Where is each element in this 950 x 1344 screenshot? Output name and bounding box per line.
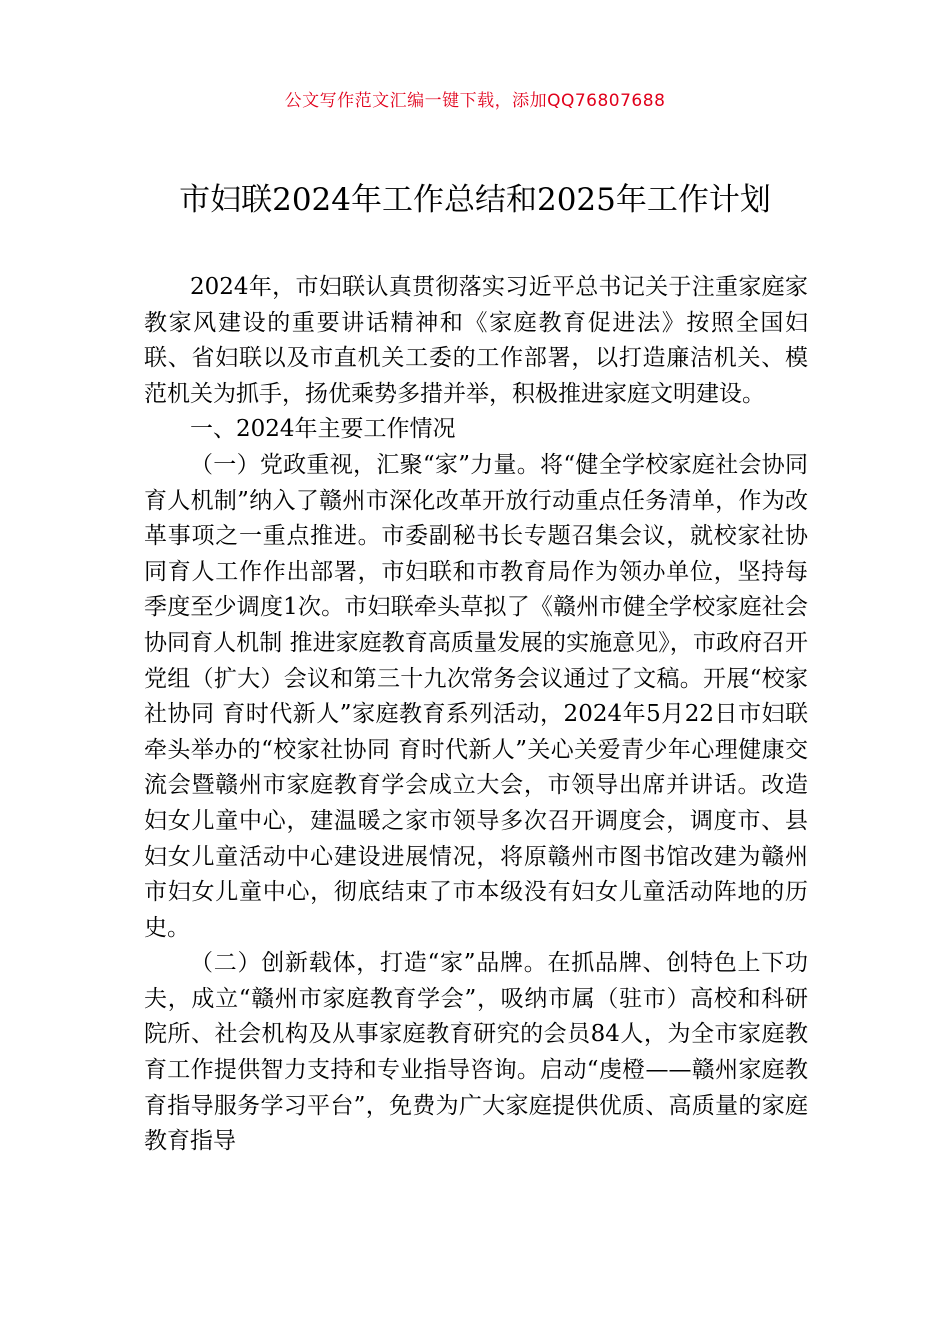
section-heading: 一、2024年主要工作情况 — [190, 416, 456, 443]
paragraph-intro: 2024年，市妇联认真贯彻落实习近平总书记关于注重家庭家教家风建设的重要讲话精神和《家庭教育促进法》按照全国妇联、省妇联以及市直机关工委的工作部署，以打造廉洁机关、模范机关为抓手，扬优乘势多措并举，积极推进家庭文明建设。 — [144, 274, 808, 407]
document-title: 市妇联2024年工作总结和2025年工作计划 — [179, 182, 771, 218]
paragraph-section-2: （二）创新载体，打造“家”品牌。在抓品牌、创特色上下功夫，成立“赣州市家庭教育学会”，吸纳市属（驻市）高校和科研院所、社会机构及从事家庭教育研究的会员84人，为全市家庭教育工作提供智力支持和专业指导咨询。启动“虔橙——赣州家庭教育指导服务学习平台”，免费为广大家庭提供优质、高质量的家庭教育指导 — [144, 950, 808, 1155]
document-body — [144, 270, 808, 1160]
paragraph-section-1: （一）党政重视，汇聚“家”力量。将“健全学校家庭社会协同育人机制”纳入了赣州市深化改革开放行动重点任务清单，作为改革事项之一重点推进。市委副秘书长专题召集会议，就校家社协同育人工作作出部署，市妇联和市教育局作为领办单位，坚持每季度至少调度1次。市妇联牵头草拟了《赣州市健全学校家庭社会协同育人机制 推进家庭教育高质量发展的实施意见》，市政府召开党组（扩大）会议和第三十九次常务会议通过了文稿。开展“校家社协同 育时代新人”家庭教育系列活动，2024年5月22日市妇联牵头举办的“校家社协同 育时代新人”关心关爱青少年心理健康交流会暨赣州市家庭教育学会成立大会，市领导出席并讲话。改造妇女儿童中心，建温暖之家市领导多次召开调度会，调度市、县妇女儿童活动中心建设进展情况，将原赣州市图书馆改建为赣州市妇女儿童中心，彻底结束了市本级没有妇女儿童活动阵地的历史。 — [144, 451, 808, 941]
watermark-header: 公文写作范文汇编一键下载，添加QQ76807688 — [284, 91, 666, 111]
